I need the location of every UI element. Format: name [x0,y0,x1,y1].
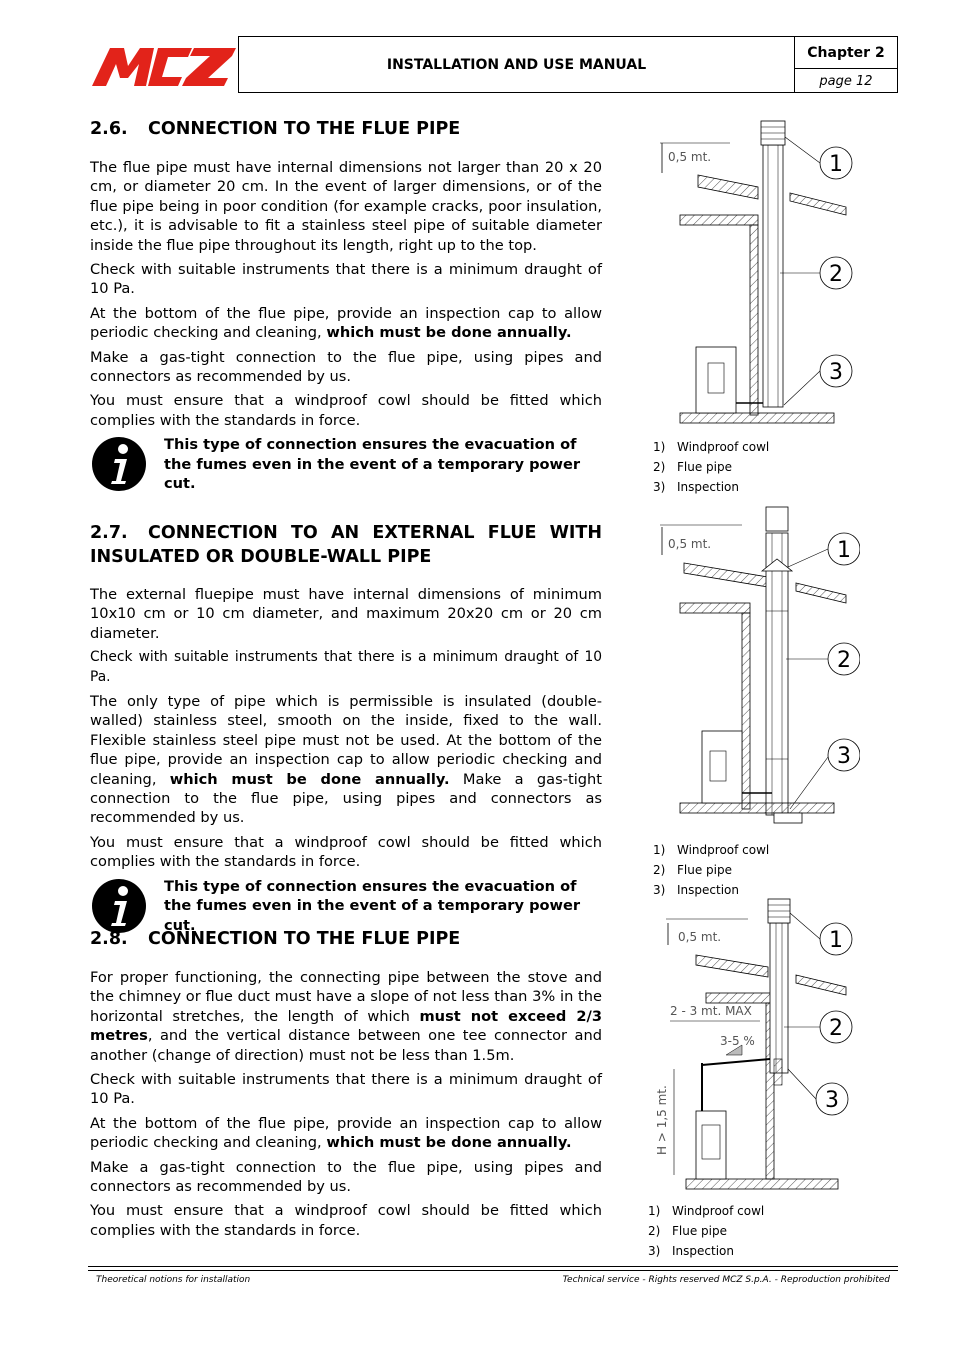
section-heading: 2.7. CONNECTION TO AN EXTERNAL FLUE WITH INSULATED OR DOUBLE-WALL PIPE [90,523,602,567]
paragraph: At the bottom of the flue pipe, provide an inspection cap to allow periodic checking and cleaning, which must be done annually. [90,304,602,342]
callout-2: 2 [837,648,851,673]
note-text: This type of connection ensures the evacuation of the fumes even in the event of a temporary power cut. [164,436,581,493]
footer-right-text: Technical service - Rights reserved MCZ S.p.A. - Reproduction prohibited [562,1275,890,1285]
legend-item: 3) Inspection [653,883,739,897]
section-heading: 2.6. CONNECTION TO THE FLUE PIPE [90,119,461,139]
paragraph: For proper functioning, the connecting pipe between the stove and the chimney or flue duct must have a slope of not less than 3% in the horizontal stretches, the length of which must not exceed 2/3 metres, and the vertical distance between one tee connector and another (change of direction) must not be less than 1.5m. [90,969,602,1064]
info-icon [90,877,148,935]
footer-left-text: Theoretical notions for installation [96,1275,251,1285]
legend-item: 2) Flue pipe [648,1224,727,1238]
chapter-label: Chapter 2 [795,37,897,69]
callout-3: 3 [829,360,843,385]
legend-item: 1) Windproof cowl [653,440,770,454]
height-label: 0,5 mt. [668,537,712,551]
paragraph: Make a gas-tight connection to the flue pipe, using pipes and connectors as recommended by us. [90,1158,602,1196]
legend-item: 3) Inspection [653,480,739,494]
paragraph: Check with suitable instruments that there is a minimum draught of 10 Pa. [90,649,602,685]
mcz-logo [88,44,238,90]
info-note [90,435,602,493]
legend-item: 1) Windproof cowl [653,843,770,857]
callout-1: 1 [829,152,843,177]
section-2-8 [90,927,602,1245]
paragraph: The external fluepipe must have internal dimensions of minimum 10x10 cm or 10 cm diameter, and maximum 20x20 cm or 20 cm diameter. [90,586,602,642]
legend-item: 3) Inspection [648,1244,734,1258]
vertical-label: H > 1,5 mt. [655,1085,669,1155]
section-heading: 2.8. CONNECTION TO THE FLUE PIPE [90,929,461,949]
paragraph: You must ensure that a windproof cowl should be fitted which complies with the standards in force. [90,1202,602,1239]
callout-1: 1 [837,538,851,563]
callout-2: 2 [829,1016,843,1041]
legend-item: 1) Windproof cowl [648,1204,765,1218]
manual-title: INSTALLATION AND USE MANUAL [238,36,795,93]
height-label: 0,5 mt. [678,930,722,944]
height-label: 0,5 mt. [668,150,712,164]
length-label: 2 - 3 mt. MAX [670,1004,752,1018]
figure-3-diagram [650,893,860,1203]
callout-3: 3 [837,744,851,769]
figure-1-diagram [650,115,860,435]
section-2-6 [90,117,602,494]
paragraph: You must ensure that a windproof cowl should be fitted which complies with the standards in force. [90,392,602,429]
legend-item: 2) Flue pipe [653,460,732,474]
logo-text: MCZ [88,44,91,45]
callout-3: 3 [825,1088,839,1113]
footer-rule [88,1266,898,1267]
paragraph: You must ensure that a windproof cowl should be fitted which complies with the standards in force. [90,833,602,871]
paragraph: Check with suitable instruments that there is a minimum draught of 10 Pa. [90,261,602,298]
chapter-box [794,36,898,93]
paragraph: At the bottom of the flue pipe, provide an inspection cap to allow periodic checking and cleaning, which must be done annually. [90,1114,602,1152]
paragraph: Make a gas-tight connection to the flue pipe, using pipes and connectors as recommended by us. [90,348,602,386]
footer-rule [88,1270,898,1271]
note-text: This type of connection ensures the evacuation of the fumes even in the event of a temporary power cut. [164,877,581,934]
paragraph: Check with suitable instruments that there is a minimum draught of 10 Pa. [90,1071,602,1108]
info-icon [90,435,148,493]
slope-label: 3-5 % [720,1034,755,1048]
callout-2: 2 [829,262,843,287]
page-number: page 12 [819,73,873,89]
figure-1-legend [653,437,769,497]
paragraph: The only type of pipe which is permissible is insulated (double-walled) stainless steel, smooth on the inside, fixed to the wall. Flexible stainless steel pipe must not be used. At the bottom of the flue pipe, provide an inspection cap to allow periodic checking and cleaning, which must be done annually. Make a gas-tight connection to the flue pipe, using pipes and connectors as recommended by us. [90,693,602,827]
legend-item: 2) Flue pipe [653,863,732,877]
callout-1: 1 [829,928,843,953]
section-2-7 [90,521,602,935]
figure-3-legend [648,1201,764,1261]
figure-2-legend [653,840,769,900]
paragraph: The flue pipe must have internal dimensions not larger than 20 x 20 cm, or diameter 20 cm. In the event of larger dimensions, or of the flue pipe being in poor condition (for example cracks, poor insulation, etc.), it is advisable to fit a stainless steel pipe of suitable diameter inside the flue pipe throughout its length, right up to the top. [90,159,602,254]
figure-2-diagram [650,503,860,833]
